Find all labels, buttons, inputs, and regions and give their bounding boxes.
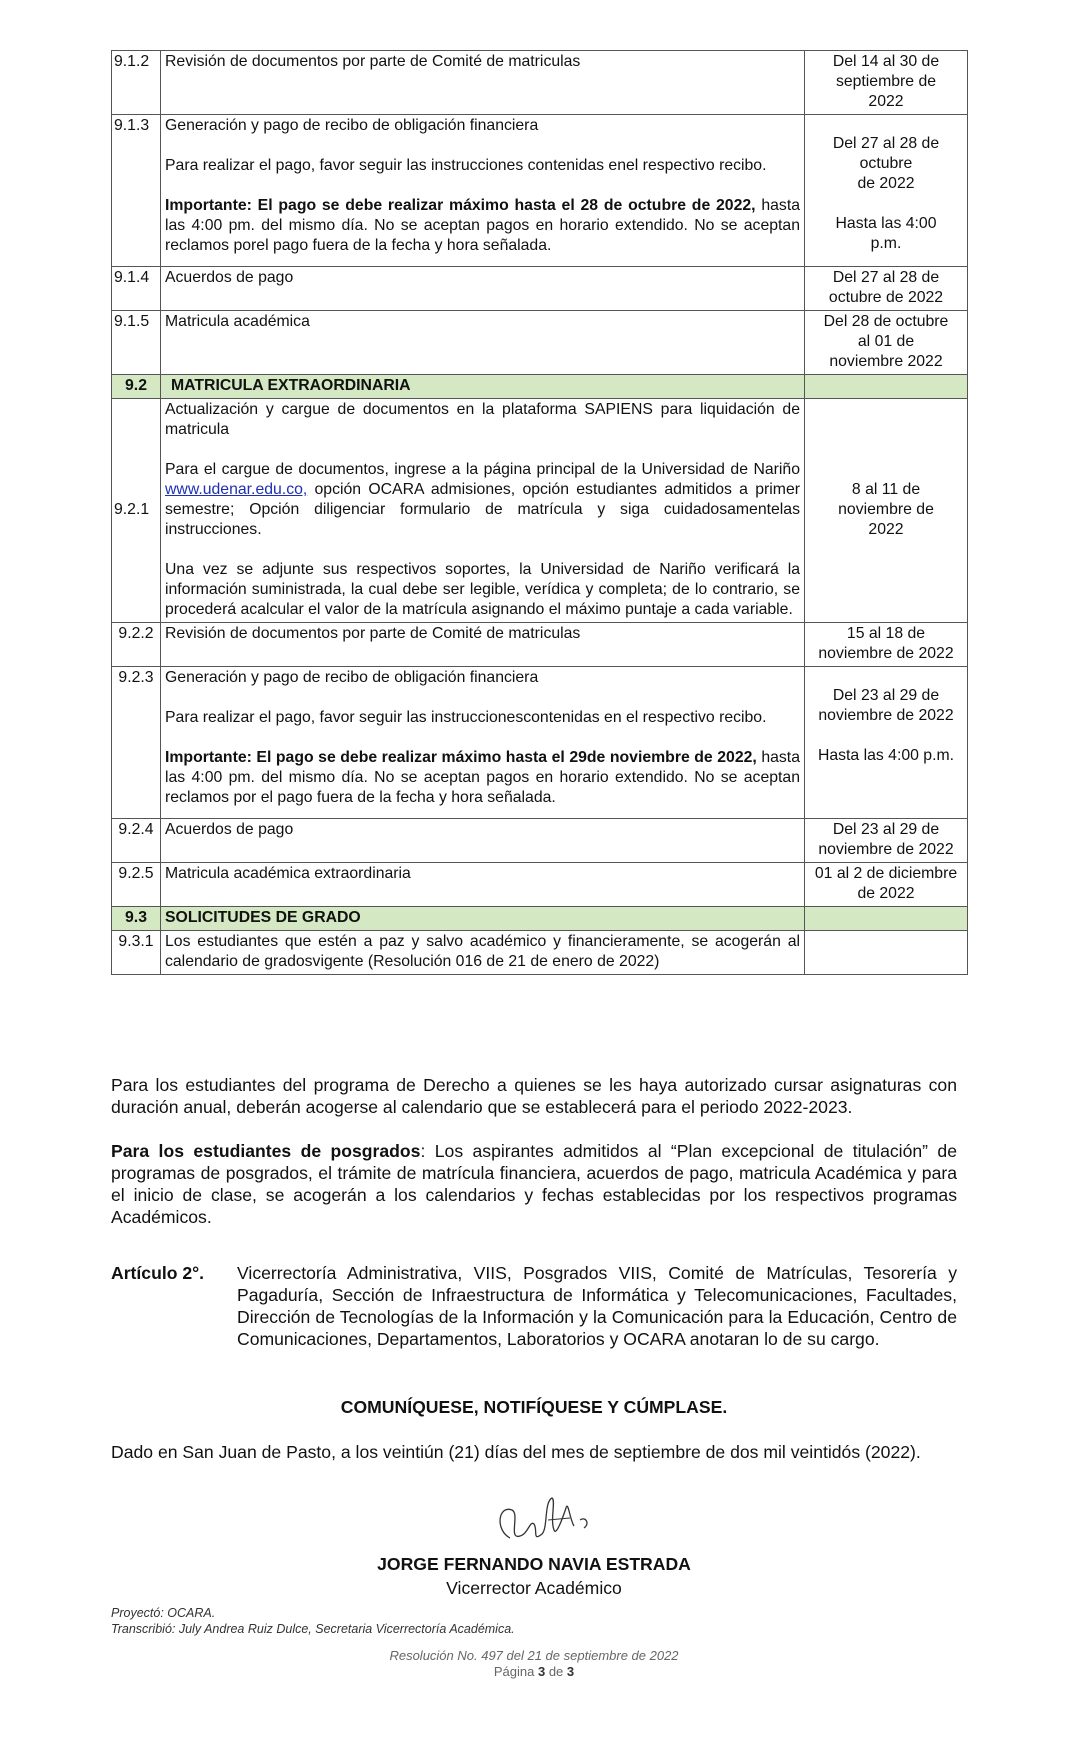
table-row: [112, 667, 968, 819]
transcribio-note: Transcribió: July Andrea Ruiz Dulce, Secretaria Vicerrectoría Académica.: [111, 1622, 515, 1636]
section-title: MATRICULA EXTRAORDINARIA: [161, 375, 805, 399]
row-description: Revisión de documentos por parte de Comité de matriculas: [161, 51, 805, 115]
row-number: 9.2.5: [112, 863, 161, 907]
paragraph-derecho: Para los estudiantes del programa de Derecho a quienes se les haya autorizado cursar asignaturas con duración anual, deberán acogerse al calendario que se establecerá para el periodo 2022-2023.: [111, 1075, 957, 1117]
row-description: Revisión de documentos por parte de Comité de matriculas: [161, 623, 805, 667]
table-row: [112, 819, 968, 863]
row-description: Generación y pago de recibo de obligación financiera Para realizar el pago, favor seguir las instrucciones contenidas enel respectivo recibo. Importante: El pago se debe realizar máximo hasta el 28 de octubre de 2022, hasta las 4:00 pm. del mismo día. No se aceptan pagos en horario extendido. No se aceptan reclamos porel pago fuera de la fecha y hora señalada.: [161, 115, 805, 267]
row-number: 9.1.2: [112, 51, 161, 115]
row-description: Los estudiantes que estén a paz y salvo académico y financieramente, se acogerán al calendario de gradosvigente (Resolución 016 de 21 de enero de 2022): [161, 931, 805, 975]
closing-formula: COMUNÍQUESE, NOTIFÍQUESE Y CÚMPLASE.: [340, 1397, 728, 1417]
paragraph-posgrados: Para los estudiantes de posgrados: Los aspirantes admitidos al “Plan excepcional de titulación” de programas de posgrados, el trámite de matrícula financiera, acuerdos de pago, matricula Académica y para el inicio de clase, se acogerán a los calendarios y fechas establecidas por los respectivos programas Académicos.: [111, 1141, 957, 1227]
section-number: 9.2: [112, 375, 161, 399]
article-text: Vicerrectoría Administrativa, VIIS, Posgrados VIIS, Comité de Matrículas, Tesorería y Pagaduría, Sección de Infraestructura de Informática y Telecomunicaciones, Facultades, Dirección de Tecnologías de la Información y la Comunicación para la Educación, Centro de Comunicaciones, Departamentos, Laboratorios y OCARA anotaran lo de su cargo.: [237, 1263, 957, 1349]
row-description: Matricula académica: [161, 311, 805, 375]
row-description: Acuerdos de pago: [161, 267, 805, 311]
row-number: 9.1.5: [112, 311, 161, 375]
row-date: 8 al 11 de noviembre de 2022: [805, 399, 968, 623]
signer-title: Vicerrector Académico: [446, 1578, 622, 1598]
paragraph-dado: Dado en San Juan de Pasto, a los veintiún (21) días del mes de septiembre de dos mil veintidós (2022).: [111, 1442, 921, 1462]
row-description: Acuerdos de pago: [161, 819, 805, 863]
row-date: 01 al 2 de diciembre de 2022: [805, 863, 968, 907]
footer-resolution: Resolución No. 497 del 21 de septiembre de 2022: [389, 1648, 679, 1663]
table-row: [112, 267, 968, 311]
table-row: [112, 311, 968, 375]
proyecto-note: Proyectó: OCARA.: [111, 1606, 216, 1620]
row-number: 9.1.4: [112, 267, 161, 311]
table-row: [112, 931, 968, 975]
section-number: 9.3: [112, 907, 161, 931]
article-2: [111, 1262, 957, 1350]
section-header-row: [112, 907, 968, 931]
schedule-table: [111, 50, 968, 975]
row-date: Del 27 al 28 de octubre de 2022: [805, 267, 968, 311]
table-row: [112, 115, 968, 267]
section-header-row: [112, 375, 968, 399]
row-description: Actualización y cargue de documentos en la plataforma SAPIENS para liquidación de matricula Para el cargue de documentos, ingrese a la página principal de la Universidad de Nariño www.udenar.edu.co, opción OCARA admisiones, opción estudiantes admitidos a primer semestre; Opción diligenciar formulario de matrícula y siga cuidadosamentelas instrucciones. Una vez se adjunte sus respectivos soportes, la Universidad de Nariño verificará la información suministrada, la cual debe ser legible, verídica y completa; de lo contrario, se procederá acalcular el valor de la matrícula asignando el máximo puntaje a cada variable.: [161, 399, 805, 623]
row-number: 9.3.1: [112, 931, 161, 975]
row-number: 9.2.1: [112, 399, 161, 623]
table-row: [112, 51, 968, 115]
signature-scribble-icon: [490, 1490, 600, 1550]
row-date: Del 23 al 29 de noviembre de 2022: [805, 819, 968, 863]
signer-name: JORGE FERNANDO NAVIA ESTRADA: [377, 1554, 691, 1574]
row-number: 9.2.2: [112, 623, 161, 667]
row-number: 9.2.3: [112, 667, 161, 819]
row-number: 9.2.4: [112, 819, 161, 863]
row-date: Del 14 al 30 de septiembre de 2022: [805, 51, 968, 115]
row-date: Del 28 de octubre al 01 de noviembre 2022: [805, 311, 968, 375]
udenar-link[interactable]: www.udenar.edu.co,: [165, 481, 308, 498]
section-title: SOLICITUDES DE GRADO: [161, 907, 805, 931]
row-date: Del 23 al 29 de noviembre de 2022 Hasta las 4:00 p.m.: [805, 667, 968, 819]
table-row: [112, 623, 968, 667]
row-description: Generación y pago de recibo de obligación financiera Para realizar el pago, favor seguir las instruccionescontenidas en el respectivo recibo. Importante: El pago se debe realizar máximo hasta el 29de noviembre de 2022, hasta las 4:00 pm. del mismo día. No se aceptan pagos en horario extendido. No se aceptan reclamos por el pago fuera de la fecha y hora señalada.: [161, 667, 805, 819]
row-date: Del 27 al 28 de octubre de 2022 Hasta las 4:00 p.m.: [805, 115, 968, 267]
footer-page: Página 3 de 3: [493, 1664, 575, 1679]
row-number: 9.1.3: [112, 115, 161, 267]
table-row: [112, 863, 968, 907]
article-label: Artículo 2°.: [111, 1263, 205, 1283]
row-date: 15 al 18 de noviembre de 2022: [805, 623, 968, 667]
table-row: [112, 399, 968, 623]
row-description: Matricula académica extraordinaria: [161, 863, 805, 907]
